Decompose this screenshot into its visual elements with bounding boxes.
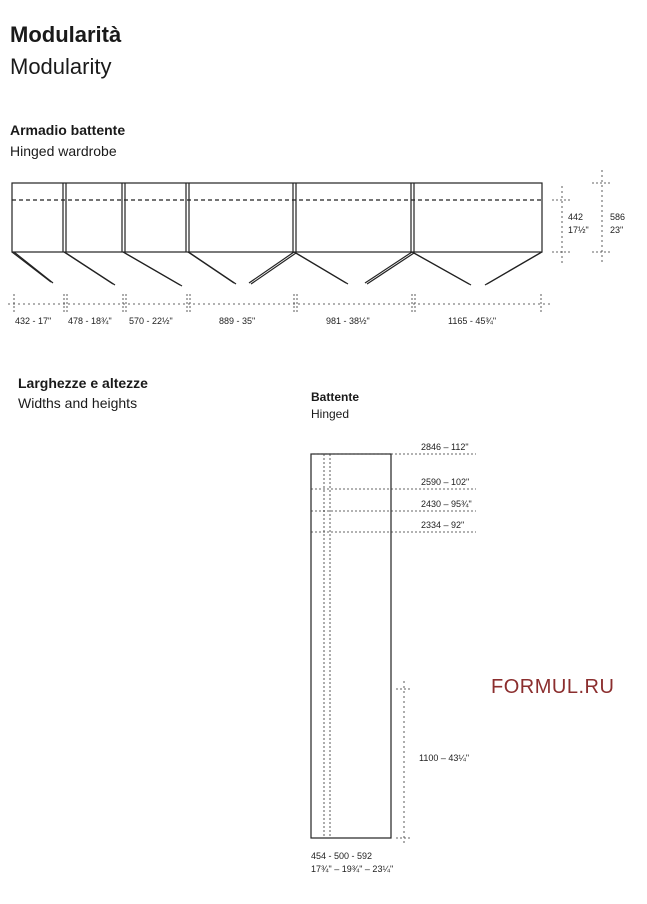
heights-title-italian: Larghezze e altezze xyxy=(18,375,148,391)
depth-586-in: 23" xyxy=(610,225,624,235)
width-label-478: 478 - 18¾" xyxy=(68,316,112,326)
wardrobe-outline xyxy=(12,183,542,252)
bottom-widths-in: 17¾" – 19¾" – 23¼" xyxy=(311,864,394,874)
panel-title-italian: Battente xyxy=(311,390,360,404)
height-label-2590: 2590 – 102" xyxy=(421,477,470,487)
width-label-889: 889 - 35" xyxy=(219,316,256,326)
width-dimension-line xyxy=(8,294,552,314)
page-title-italian: Modularità xyxy=(10,22,122,47)
width-label-570: 570 - 22½" xyxy=(129,316,173,326)
watermark-text: FORMUL.RU xyxy=(491,676,615,698)
height-dimension-lines xyxy=(311,454,476,846)
height-label-2430: 2430 – 95¾" xyxy=(421,499,472,509)
height-label-1100: 1100 – 43¼" xyxy=(419,753,470,763)
width-label-432: 432 - 17" xyxy=(15,316,52,326)
panel-title-english: Hinged xyxy=(311,407,350,421)
open-doors xyxy=(12,252,542,286)
height-label-2846: 2846 – 112" xyxy=(421,442,469,452)
width-label-981: 981 - 38½" xyxy=(326,316,370,326)
hinged-panel-drawing xyxy=(311,454,391,838)
page-title-english: Modularity xyxy=(10,54,112,79)
wardrobe-title-italian: Armadio battente xyxy=(10,122,126,138)
depth-442-mm: 442 xyxy=(568,212,584,222)
bottom-widths-mm: 454 - 500 - 592 xyxy=(311,851,373,861)
depth-586-mm: 586 xyxy=(610,212,626,222)
depth-442-in: 17½" xyxy=(568,225,589,235)
heights-title-english: Widths and heights xyxy=(18,395,138,411)
height-label-2334: 2334 – 92" xyxy=(421,520,465,530)
width-label-1165: 1165 - 45¾" xyxy=(448,316,497,326)
wardrobe-title-english: Hinged wardrobe xyxy=(10,143,117,159)
